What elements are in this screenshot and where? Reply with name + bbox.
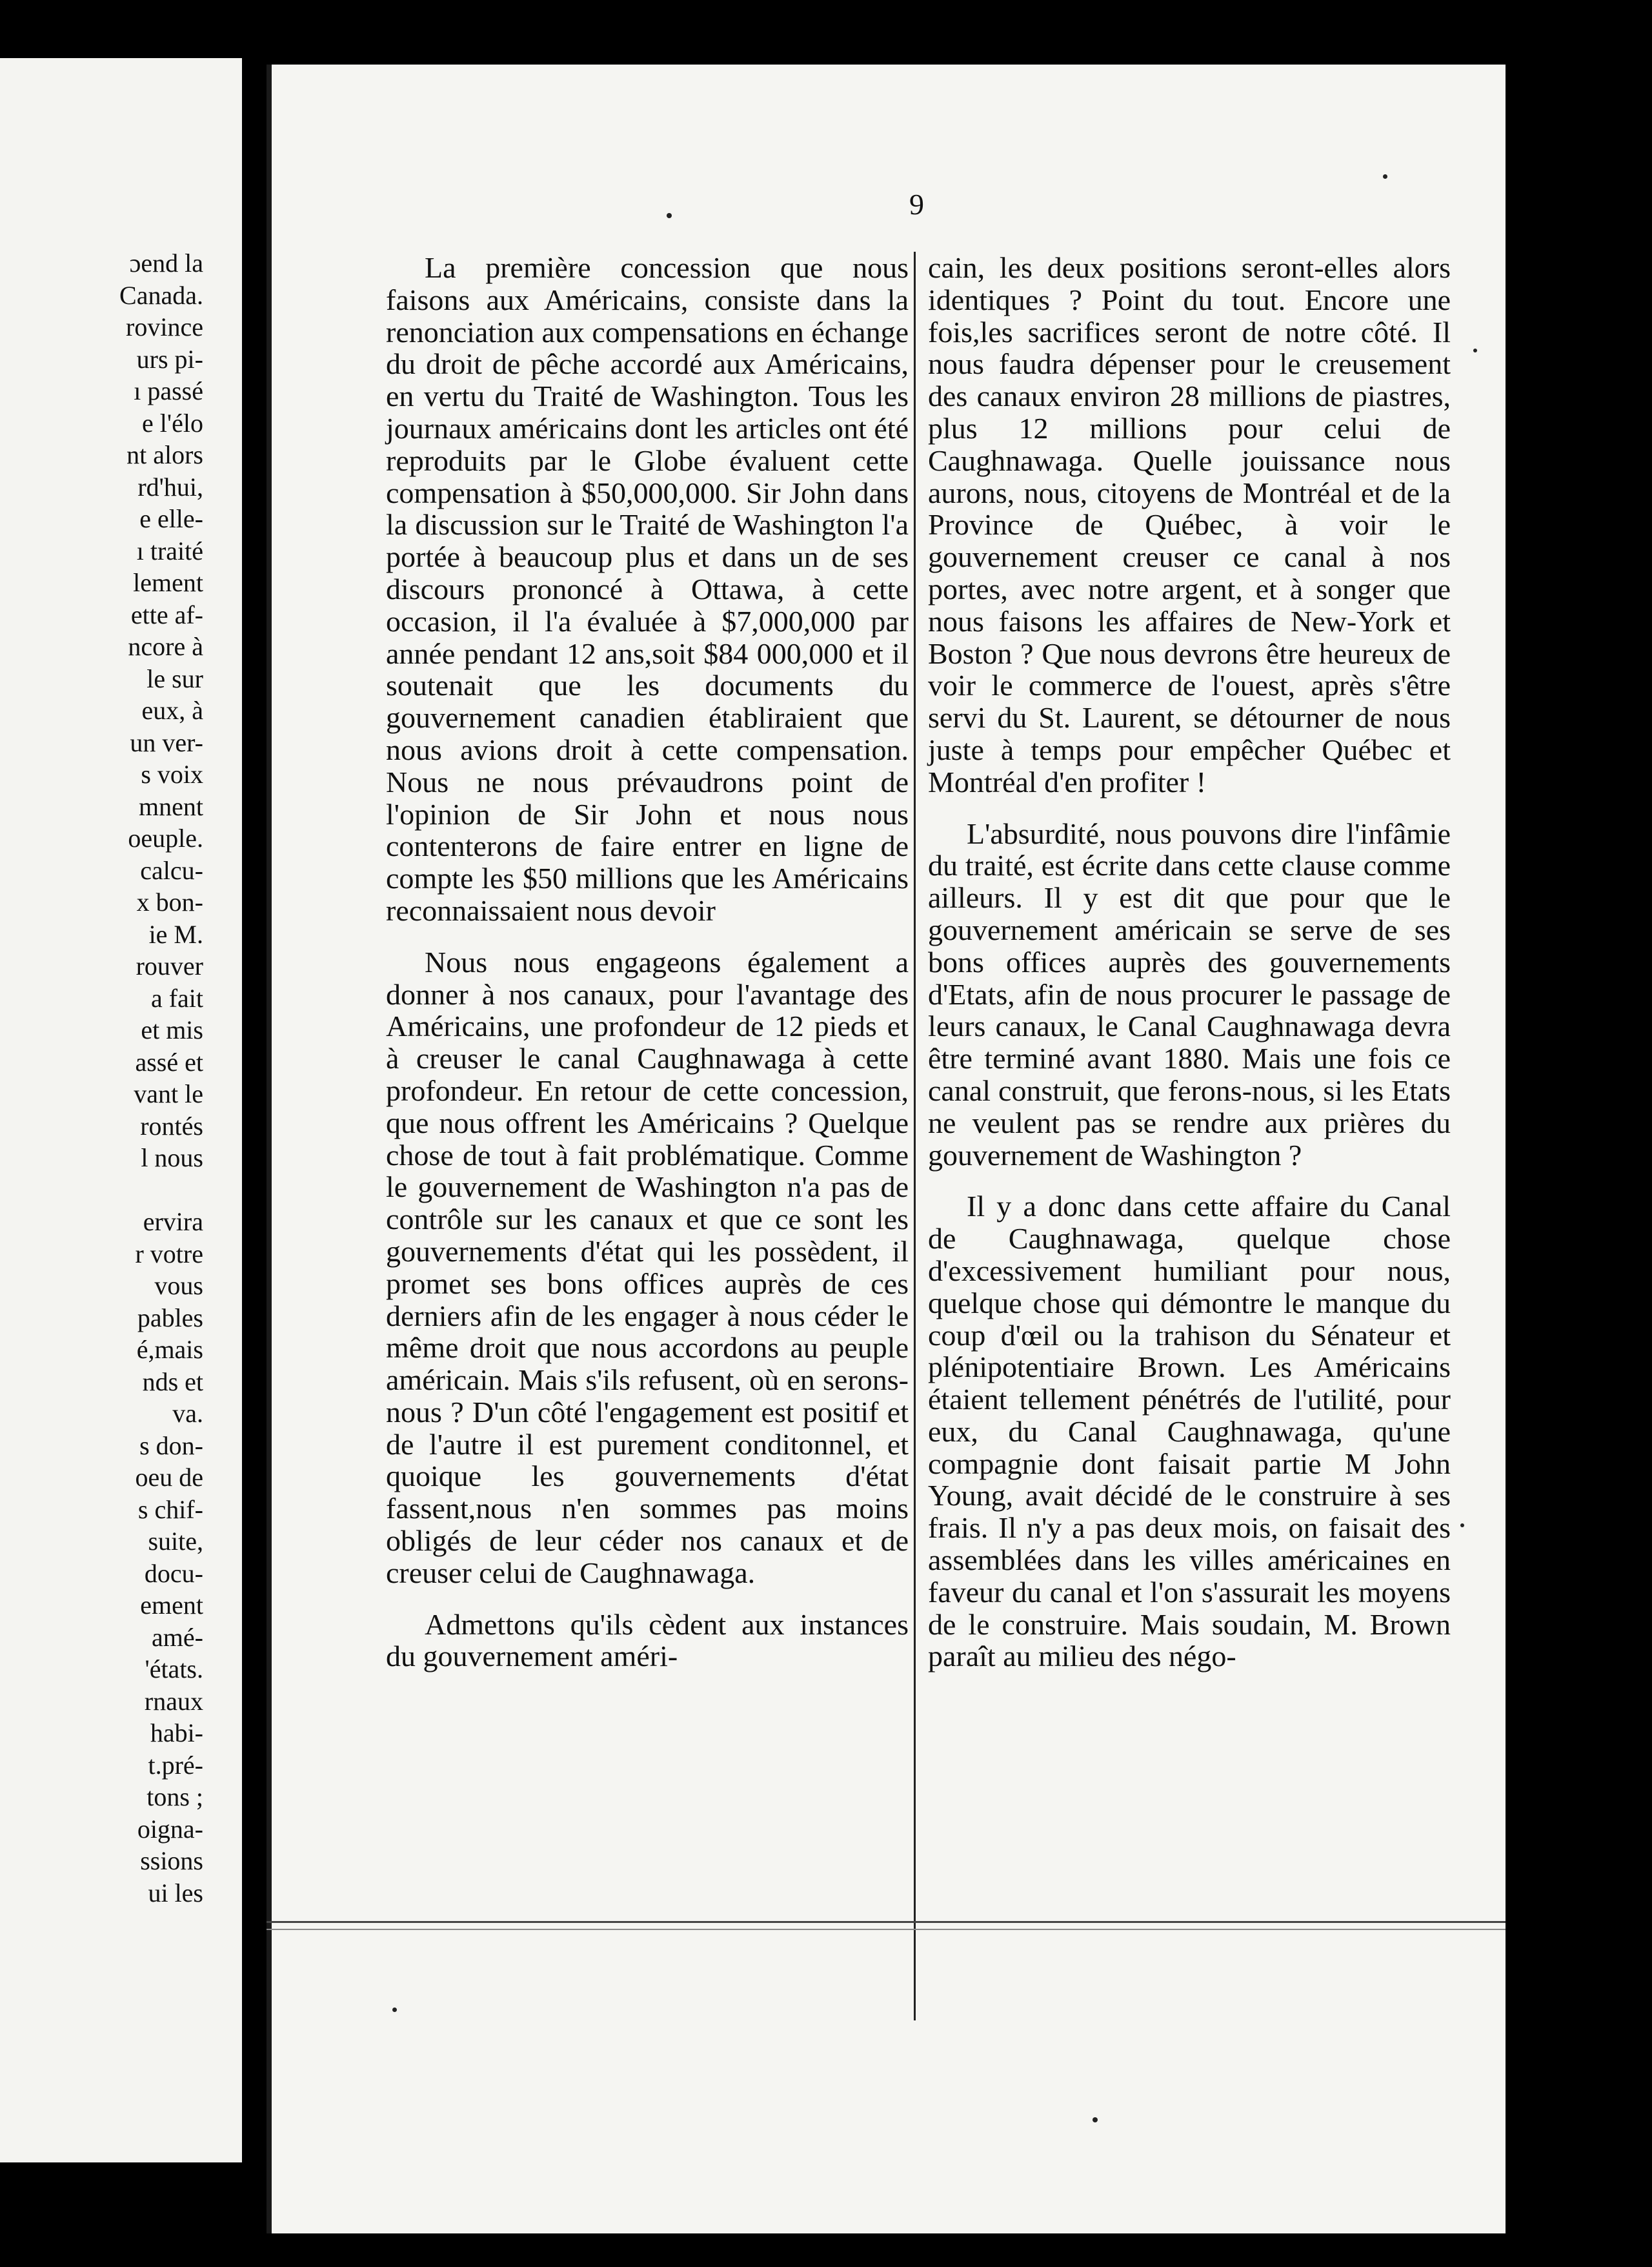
column-divider [914, 252, 916, 2020]
left-page-line: ie M. [148, 919, 203, 949]
left-page-line: vous [154, 1271, 203, 1300]
ink-speck [392, 2008, 397, 2012]
left-page-line: ette af- [130, 600, 203, 629]
main-page [267, 65, 1506, 2233]
left-facing-page [0, 58, 242, 2162]
left-page-line: va. [172, 1399, 203, 1428]
left-page-line: urs pi- [136, 344, 203, 374]
left-page-line: ssions [140, 1846, 203, 1875]
page-edge [267, 65, 272, 2233]
paragraph: L'absurdité, nous pouvons dire l'infâmie du traité, est écrite dans cette clause comme ailleurs. Il y est dit que pour que le gouvernement américain se serve de ses bons offices auprès des gouvernements d'Etats, afin de nous procurer le passage de leurs canaux, le Canal Caughnawaga devra être terminé avant 1880. Mais une fois ce canal construit, que ferons-nous, si les Etats ne veulent pas se rendre aux prières du gouvernement de Washington ? [928, 817, 1451, 1172]
left-page-line: nt alors [126, 440, 203, 469]
left-page-line: tons ; [146, 1782, 203, 1811]
left-page-line: calcu- [140, 855, 203, 885]
left-page-line: habi- [150, 1718, 203, 1747]
ink-speck [1473, 349, 1477, 352]
left-page-line: s chif- [137, 1494, 203, 1524]
left-page-line: rouver [136, 951, 203, 981]
left-page-line: x bon- [136, 888, 203, 917]
left-page-line: 'états. [145, 1654, 203, 1683]
left-page-line: un ver- [130, 727, 203, 757]
footer-rule [267, 1929, 1506, 1930]
ink-speck [1093, 2117, 1098, 2122]
ink-speck [667, 213, 672, 218]
left-page-line: ement [140, 1591, 203, 1620]
left-page-line: Canada. [119, 280, 203, 310]
left-page-line: s don- [139, 1430, 203, 1460]
left-page-line: docu- [144, 1558, 203, 1588]
left-page-line: e l'élo [142, 408, 203, 438]
left-page-line: et mis [141, 1015, 203, 1044]
left-page-line: ui les [148, 1878, 203, 1907]
left-page-line: le sur [146, 664, 203, 693]
ink-speck [1460, 1523, 1464, 1527]
scan-border [1506, 0, 1652, 2267]
left-page-line: rnaux [144, 1686, 203, 1716]
paragraph: cain, les deux positions seront-elles alors identiques ? Point du tout. Encore une fois,les sacrifices seront de notre côté. Il nous faudra dépenser pour le creusement des canaux environ 28 millions de piastres, plus 12 millions pour celui de Caughnawaga. Quelle jouissance nous aurons, nous, citoyens de Montréal et de la Province de Québec, à voir le gouvernement creuser ce canal à nos portes, avec notre argent, et à songer que nous faisons les affaires de New-York et Boston ? Que nous devrons être heureux de voir le commerce de l'ouest, après s'être servi du St. Laurent, se détourner de nous juste à temps pour empêcher Québec et Montréal d'en profiter ! [928, 251, 1451, 798]
left-page-line: suite, [148, 1527, 203, 1556]
book-gutter [242, 0, 267, 2267]
left-page-line: mnent [139, 791, 203, 821]
left-page-line: l nous [141, 1143, 203, 1172]
paragraph: Nous nous engageons également a donner à nos canaux, pour l'avantage des Américains, une profondeur de 12 pieds et à creuser le canal Caughnawaga à cette profondeur. En retour de cette concession, que nous offrent les Américains ? Quelque chose de tout à fait problématique. Comme le gouvernement de Washington n'a pas de contrôle sur les canaux et que ce sont les gouvernements d'état qui les possèdent, il promet ses bons offices auprès de ces derniers afin de les engager à nous céder le même droit que nous accordons au peuple américain. Mais s'ils refusent, où en serons-nous ? D'un côté l'engagement est positif et de l'autre il est purement conditonnel, et quoique les gouvernements d'état fassent,nous n'en sommes pas moins obligés de leur céder nos canaux et de creuser celui de Caughnawaga. [386, 945, 909, 1589]
paragraph: La première concession que nous faisons aux Américains, consiste dans la renonciation aux compensations en échange du droit de pêche accordé aux Américains, en vertu du Traité de Washington. Tous les journaux américains dont les articles ont été reproduits par le Globe évaluent cette compensation à $50,000,000. Sir John dans la discussion sur le Traité de Washington l'a portée à beaucoup plus et dans un de ses discours prononcé à Ottawa, à cette occasion, il l'a évaluée à $7,000,000 par année pendant 12 ans,soit $84 000,000 et il soutenait que les documents du gouvernement canadien établiraient que nous avions droit à cette compensation. Nous ne nous prévaudrons point de l'opinion de Sir John et nous nous contenterons de faire entrer en ligne de compte les $50 millions que les Américains reconnaissaient nous devoir [386, 251, 909, 927]
left-page-line: ı passé [134, 376, 203, 405]
left-page-line: nds et [142, 1367, 203, 1396]
left-page-line: assé et [135, 1047, 203, 1077]
column-left [386, 252, 909, 1692]
left-page-line: pables [137, 1303, 203, 1332]
left-page-line: ncore à [128, 632, 203, 661]
left-page-line: amé- [152, 1622, 203, 1652]
left-page-line: rontés [140, 1111, 203, 1141]
ink-speck [1383, 174, 1387, 179]
left-page-line: oeuple. [128, 824, 203, 853]
left-page-line: t.pré- [148, 1750, 203, 1780]
left-page-line: rd'hui, [137, 472, 203, 502]
left-page-line: eux, à [141, 696, 203, 725]
left-page-line: vant le [134, 1079, 203, 1108]
left-page-line: lement [133, 568, 203, 597]
left-page-line: r votre [135, 1239, 203, 1268]
footer-rule [267, 1921, 1506, 1923]
left-page-line: oigna- [137, 1814, 203, 1844]
left-page-line: e elle- [139, 504, 203, 533]
paragraph: Il y a donc dans cette affaire du Canal de Caughnawaga, quelque chose d'excessivement humiliant pour nous, quelque chose qui démontre le manque du coup d'œil ou la trahison du Sénateur et plénipotentiaire Brown. Les Américains étaient tellement pénétrés de l'utilité, pour eux, du Canal Caughnawaga, qu'une compagnie dont faisait partie M John Young, avait décidé de le construire à ses frais. Il n'y a pas deux mois, on faisait des assemblées dans les villes américaines en faveur du canal et l'on s'assurait les moyens de le construire. Mais soudain, M. Brown paraît au milieu des négo- [928, 1190, 1451, 1673]
page-number: 9 [909, 188, 924, 221]
left-page-line: é,mais [136, 1335, 203, 1364]
left-page-line: s voix [141, 760, 203, 789]
left-page-line: ɔend la [129, 249, 203, 278]
left-page-line: ı traité [136, 536, 203, 565]
left-page-line: rovince [126, 312, 203, 341]
left-page-line: a fait [150, 983, 203, 1013]
paragraph: Admettons qu'ils cèdent aux instances du gouvernement améri- [386, 1607, 909, 1673]
column-right [928, 252, 1451, 1692]
left-page-line: oeu de [135, 1463, 203, 1492]
left-page-line: ervira [143, 1207, 203, 1236]
